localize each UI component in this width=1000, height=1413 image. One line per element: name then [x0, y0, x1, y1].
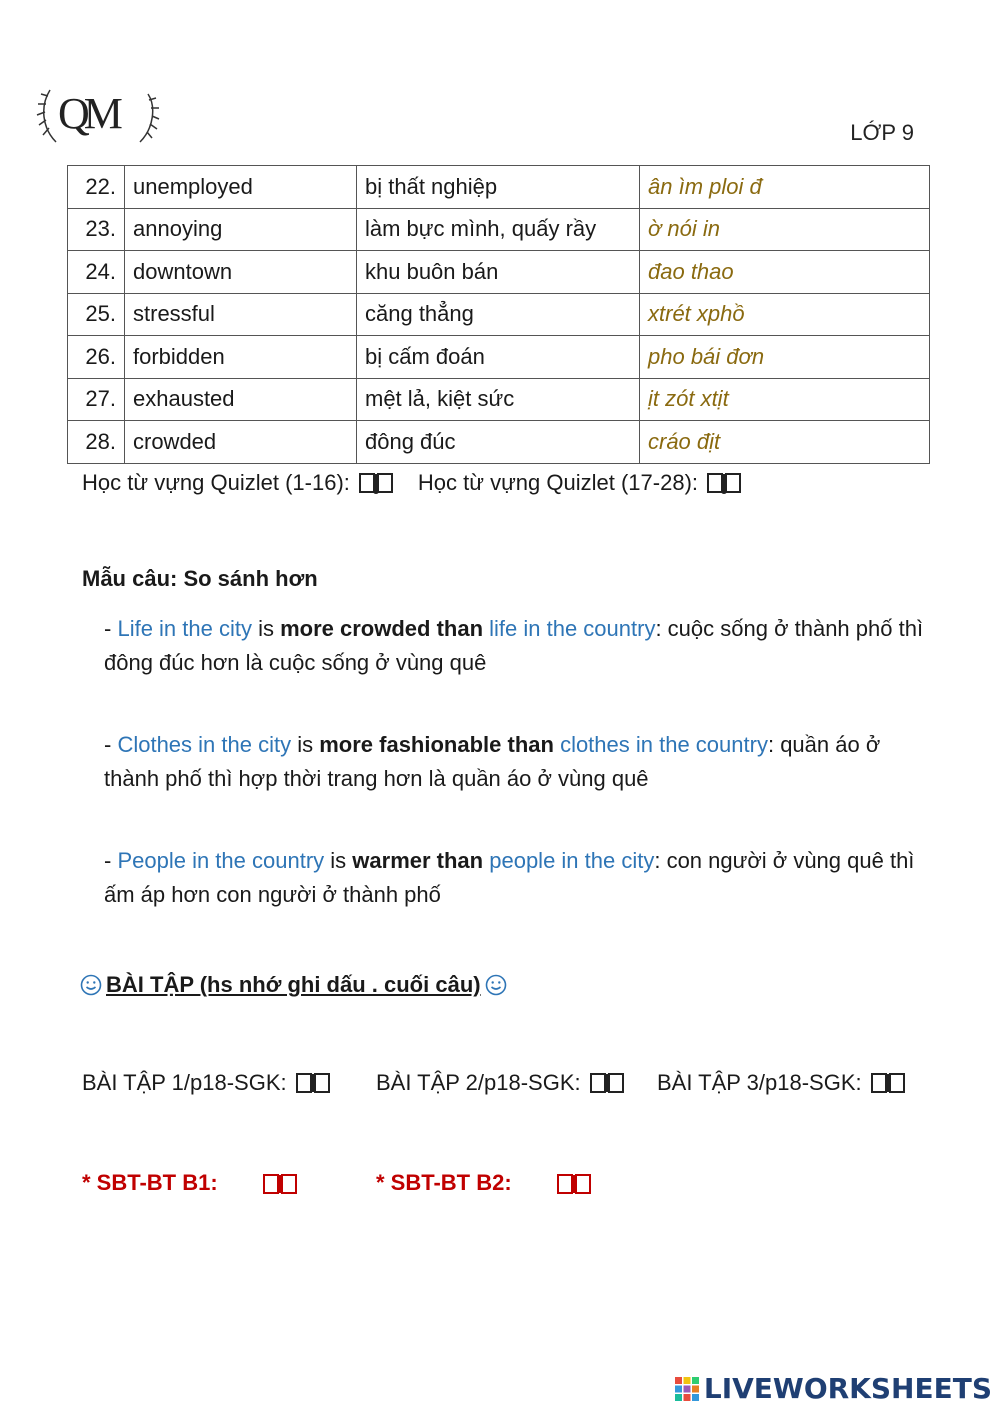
example-subject: Clothes in the city [117, 732, 292, 757]
example-object: people in the city [489, 848, 655, 873]
example-2: - Clothes in the city is more fashionable than clothes in the country: quần áo ở thành phố thì hợp thời trang hơn là quần áo ở vùng quê [104, 732, 881, 791]
quizlet-label-1: Học từ vựng Quizlet (1-16): [82, 470, 350, 495]
vocab-vietnamese: bị cấm đoán [357, 336, 640, 379]
liveworksheets-icon [674, 1376, 700, 1402]
vocab-table [67, 165, 930, 464]
vocab-vietnamese: căng thẳng [357, 293, 640, 336]
exercises-title: BÀI TẬP (hs nhớ ghi dấu . cuối câu) [106, 972, 481, 997]
vocab-number: 26. [68, 336, 125, 379]
vocab-row [68, 336, 930, 379]
vocab-vietnamese: làm bực mình, quấy rầy [357, 208, 640, 251]
smiley-icon [80, 974, 102, 996]
book-icon[interactable] [706, 471, 742, 495]
liveworksheets-logo [674, 1372, 992, 1405]
vocab-pronunciation: ịt zót xtịt [640, 378, 930, 421]
book-icon[interactable] [556, 1172, 592, 1196]
example-comparative: more crowded than [280, 616, 484, 641]
vocab-number: 23. [68, 208, 125, 251]
logo-text: QM [58, 89, 117, 138]
vocab-english: unemployed [125, 166, 357, 209]
vocab-number: 27. [68, 378, 125, 421]
vocab-english: crowded [125, 421, 357, 464]
book-icon[interactable] [295, 1071, 331, 1095]
sgk-exercise-1: BÀI TẬP 1/p18-SGK: [82, 1070, 331, 1096]
vocab-row [68, 421, 930, 464]
vocab-vietnamese: đông đúc [357, 421, 640, 464]
vocab-row [68, 378, 930, 421]
example-subject: People in the country [117, 848, 325, 873]
book-icon[interactable] [262, 1172, 298, 1196]
vocab-row [68, 208, 930, 251]
vocab-pronunciation: pho bái đơn [640, 336, 930, 379]
vocab-pronunciation: ờ nói in [640, 208, 930, 251]
example-1: - Life in the city is more crowded than life in the country: cuộc sống ở thành phố thì đông đúc hơn là cuộc sống ở vùng quê [104, 616, 924, 675]
sgk-exercise-3: BÀI TẬP 3/p18-SGK: [657, 1070, 906, 1096]
vocab-pronunciation: đao thao [640, 251, 930, 294]
vocab-vietnamese: mệt lả, kiệt sức [357, 378, 640, 421]
book-icon[interactable] [589, 1071, 625, 1095]
example-object: life in the country [489, 616, 656, 641]
vocab-vietnamese: khu buôn bán [357, 251, 640, 294]
vocab-english: stressful [125, 293, 357, 336]
vocab-vietnamese: bị thất nghiệp [357, 166, 640, 209]
vocab-pronunciation: cráo địt [640, 421, 930, 464]
vocab-english: annoying [125, 208, 357, 251]
quizlet-row [82, 470, 742, 496]
vocab-row [68, 293, 930, 336]
vocab-number: 22. [68, 166, 125, 209]
logo [36, 84, 160, 148]
book-icon[interactable] [358, 471, 394, 495]
liveworksheets-text: LIVEWORKSHEETS [703, 1372, 992, 1405]
smiley-icon [485, 974, 507, 996]
example-comparative: warmer than [352, 848, 484, 873]
example-meaning: : quần áo ở thành phố thì hợp thời trang hơn là quần áo ở vùng quê [104, 732, 881, 791]
example-comparative: more fashionable than [319, 732, 554, 757]
example-object: clothes in the country [560, 732, 768, 757]
sbt-exercise-1: * SBT-BT B1: [82, 1170, 298, 1196]
sbt-exercise-2: * SBT-BT B2: [376, 1170, 592, 1196]
example-3: - People in the country is warmer than people in the city: con người ở vùng quê thì ấm áp hơn con người ở thành phố [104, 848, 915, 907]
vocab-number: 24. [68, 251, 125, 294]
vocab-number: 28. [68, 421, 125, 464]
vocab-english: forbidden [125, 336, 357, 379]
vocab-english: downtown [125, 251, 357, 294]
vocab-pronunciation: xtrét xphồ [640, 293, 930, 336]
grade-label: LỚP 9 [850, 120, 914, 145]
vocab-row [68, 251, 930, 294]
vocab-pronunciation: ân ìm ploi đ [640, 166, 930, 209]
vocab-english: exhausted [125, 378, 357, 421]
exercises-heading [80, 972, 507, 998]
pattern-heading: Mẫu câu: So sánh hơn [82, 566, 318, 591]
example-subject: Life in the city [117, 616, 252, 641]
example-meaning: : cuộc sống ở thành phố thì đông đúc hơn là cuộc sống ở vùng quê [104, 616, 924, 675]
example-meaning: : con người ở vùng quê thì ấm áp hơn con người ở thành phố [104, 848, 915, 907]
sgk-exercise-2: BÀI TẬP 2/p18-SGK: [376, 1070, 625, 1096]
book-icon[interactable] [870, 1071, 906, 1095]
vocab-row [68, 166, 930, 209]
quizlet-label-2: Học từ vựng Quizlet (17-28): [417, 470, 699, 495]
vocab-number: 25. [68, 293, 125, 336]
